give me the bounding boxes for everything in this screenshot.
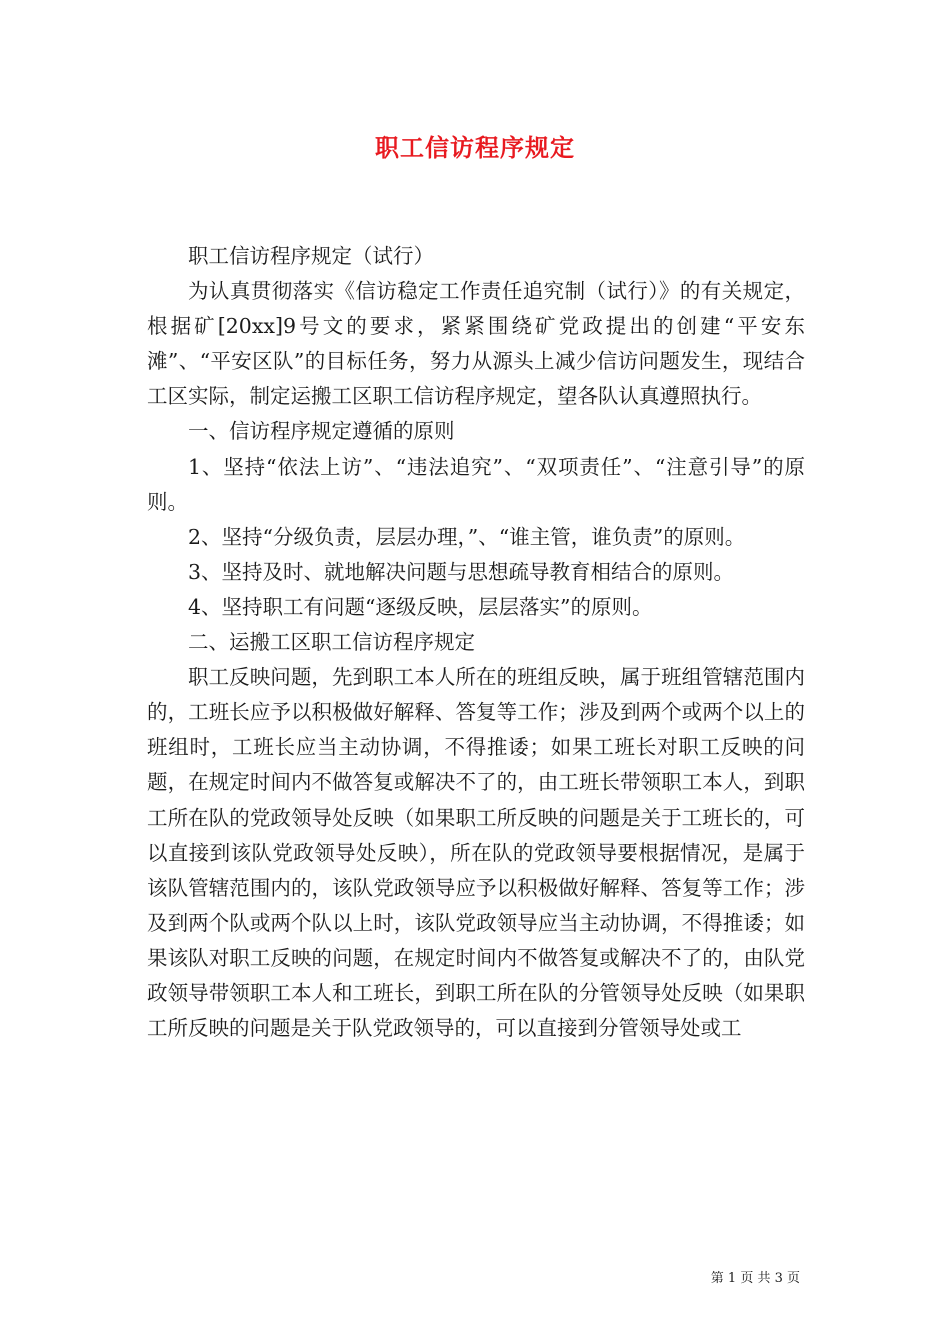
principle-item-3: 3、坚持及时、就地解决问题与思想疏导教育相结合的原则。 <box>188 559 735 584</box>
section-heading-procedure: 二、运搬工区职工信访程序规定 <box>188 630 475 655</box>
procedure-paragraph: 职工反映问题，先到职工本人所在的班组反映，属于班组管辖范围内的，工班长应予以积极做好解释、答复等工作；涉及到两个或两个以上的班组时，工班长应当主动协调，不得推诿；如果工班长对职工反映的问题，在规定时间内不做答复或解决不了的，由工班长带领职工本人，到职工所在队的党政领导处反映（如果职工所反映的问题是关于工班长的，可以直接到该队党政领导处反映），所在队的党政领导要根据情况，是属于该队管辖范围内的，该队党政领导应予以积极做好解释、答复等工作；涉及到两个队或两个队以上时，该队党政领导应当主动协调，不得推诿；如果该队对职工反映的问题，在规定时间内不做答复或解决不了的，由队党政领导带领职工本人和工班长，到职工所在队的分管领导处反映（如果职工所反映的问题是关于队党政领导的，可以直接到分管领导处或工 <box>147 665 805 1041</box>
page-title: 职工信访程序规定 <box>375 133 575 162</box>
principle-item-1: 1、坚持“依法上访”、“违法追究”、“双项责任”、“注意引导”的原则。 <box>147 454 805 514</box>
principle-item-4: 4、坚持职工有问题“逐级反映，层层落实”的原则。 <box>188 594 653 619</box>
document-body <box>147 239 805 1046</box>
intro-paragraph: 为认真贯彻落实《信访稳定工作责任追究制（试行）》的有关规定，根据矿[20xx]9号文的要求，紧紧围绕矿党政提出的创建“平安东滩”、“平安区队”的目标任务，努力从源头上减少信访问题发生，现结合工区实际，制定运搬工区职工信访程序规定，望各队认真遵照执行。 <box>147 279 805 409</box>
subtitle-paragraph: 职工信访程序规定（试行） <box>188 244 434 268</box>
section-heading-principles: 一、信访程序规定遵循的原则 <box>188 419 455 444</box>
principle-item-2: 2、坚持“分级负责，层层办理，”、“谁主管，谁负责”的原则。 <box>188 524 746 549</box>
page-number: 第 1 页 共 3 页 <box>710 1271 800 1286</box>
